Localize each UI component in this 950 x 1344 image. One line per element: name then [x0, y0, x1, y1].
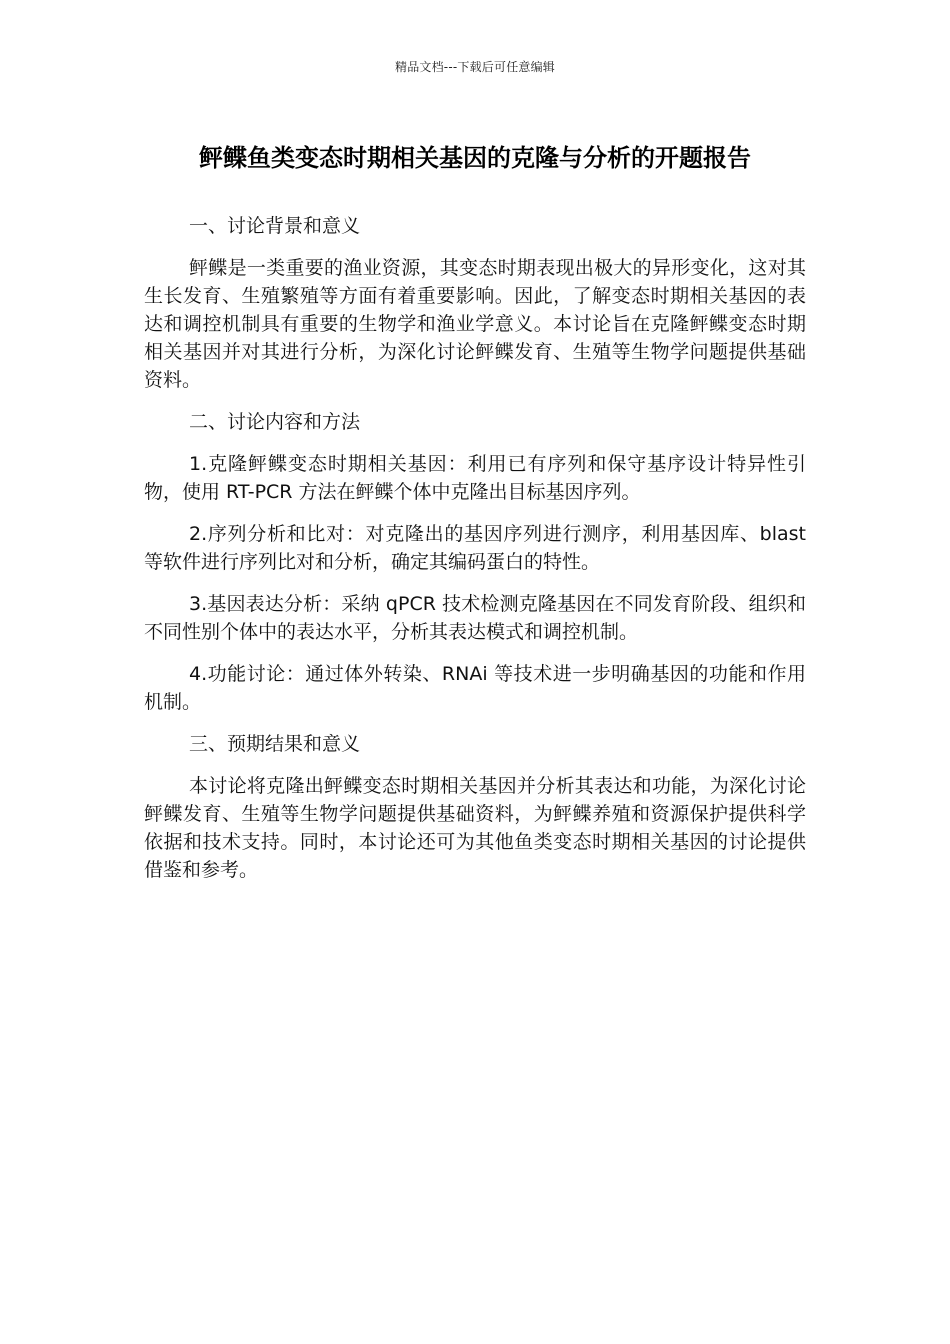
paragraph-expected-results: 本讨论将克隆出鲆鲽变态时期相关基因并分析其表达和功能，为深化讨论鲆鲽发育、生殖等生物学问题提供基础资料，为鲆鲽养殖和资源保护提供科学依据和技术支持。同时，本讨论还可为其他鱼类变态时期相关基因的讨论提供借鉴和参考。 — [144, 775, 806, 881]
paragraph-method-function-study: 4.功能讨论：通过体外转染、RNAi 等技术进一步明确基因的功能和作用机制。 — [144, 663, 806, 713]
paragraph-background: 鲆鲽是一类重要的渔业资源，其变态时期表现出极大的异形变化，这对其生长发育、生殖繁殖等方面有着重要影响。因此，了解变态时期相关基因的表达和调控机制具有重要的生物学和渔业学意义。本讨论旨在克隆鲆鲽变态时期相关基因并对其进行分析，为深化讨论鲆鲽发育、生殖等生物学问题提供基础资料。 — [144, 257, 806, 391]
header-note: 精品文档---下载后可任意编辑 — [395, 60, 555, 74]
paragraph-method-sequence-analysis: 2.序列分析和比对：对克隆出的基因序列进行测序，利用基因库、blast 等软件进行序列比对和分析，确定其编码蛋白的特性。 — [144, 523, 806, 573]
section-heading-methods: 二、讨论内容和方法 — [189, 411, 361, 433]
section-heading-expected-results: 三、预期结果和意义 — [189, 733, 361, 755]
document-title: 鲆鲽鱼类变态时期相关基因的克隆与分析的开题报告 — [199, 144, 751, 172]
paragraph-method-expression-analysis: 3.基因表达分析：采纳 qPCR 技术检测克隆基因在不同发育阶段、组织和不同性别个体中的表达水平，分析其表达模式和调控机制。 — [144, 593, 806, 643]
document-body — [144, 212, 806, 898]
paragraph-method-cloning: 1.克隆鲆鲽变态时期相关基因：利用已有序列和保守基序设计特异性引物，使用 RT-PCR 方法在鲆鲽个体中克隆出目标基因序列。 — [144, 453, 806, 503]
section-heading-background: 一、讨论背景和意义 — [189, 215, 361, 237]
